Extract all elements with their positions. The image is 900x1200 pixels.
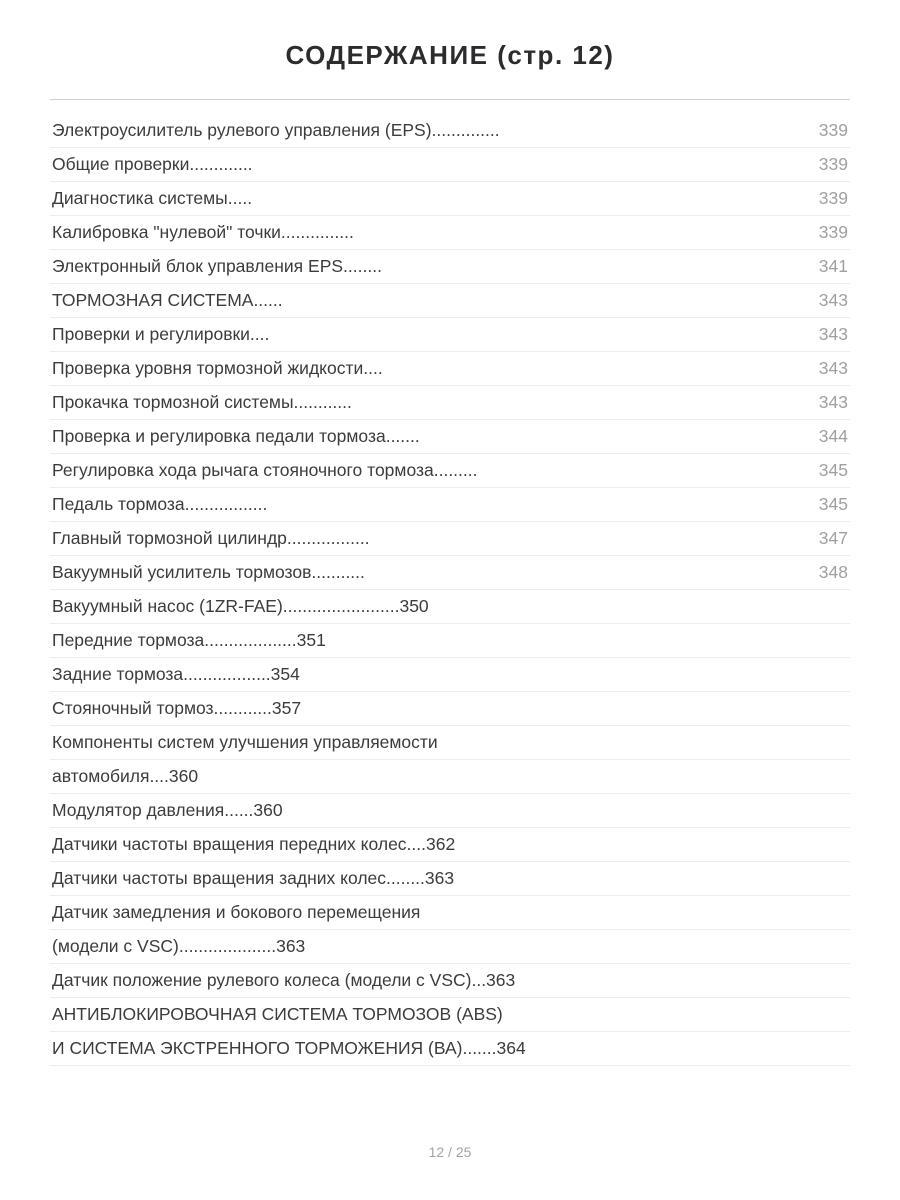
toc-entry-page: 345 (818, 494, 848, 514)
toc-entry-label: Проверки и регулировки.... (52, 325, 270, 344)
toc-row (50, 658, 850, 692)
page-title: СОДЕРЖАНИЕ (стр. 12) (285, 40, 615, 70)
toc-entry-page: 339 (818, 120, 848, 140)
toc-entry-page: 343 (818, 358, 848, 378)
toc-entry-label: Датчики частоты вращения задних колес........363 (52, 869, 455, 888)
toc-row (50, 1032, 850, 1066)
toc-entry-label: Модулятор давления......360 (52, 801, 283, 820)
toc-entry-label: Передние тормоза...................351 (52, 631, 326, 650)
toc-entry-label: Главный тормозной цилиндр................. (52, 529, 370, 548)
toc-row (50, 284, 850, 318)
toc-row (50, 624, 850, 658)
toc-entry-label: Датчик положение рулевого колеса (модели с VSC)...363 (52, 971, 516, 990)
toc-row (50, 488, 850, 522)
toc-row (50, 114, 850, 148)
toc-row (50, 420, 850, 454)
toc-entry-label: Датчик замедления и бокового перемещения (52, 903, 421, 922)
toc-row (50, 352, 850, 386)
toc-entry-label: Электронный блок управления EPS........ (52, 257, 382, 276)
toc-row (50, 896, 850, 930)
toc-row (50, 930, 850, 964)
toc-row (50, 862, 850, 896)
toc-row (50, 148, 850, 182)
toc-entry-page: 339 (818, 188, 848, 208)
toc-entry-label: Педаль тормоза................. (52, 495, 268, 514)
toc-entry-label: Проверка и регулировка педали тормоза....... (52, 427, 420, 446)
toc-list (50, 114, 850, 1066)
toc-entry-label: И СИСТЕМА ЭКСТРЕННОГО ТОРМОЖЕНИЯ (ВА).......364 (52, 1039, 526, 1058)
toc-row (50, 454, 850, 488)
toc-row (50, 726, 850, 760)
toc-entry-label: Электроусилитель рулевого управления (EPS).............. (52, 121, 500, 140)
toc-entry-page: 344 (818, 426, 848, 446)
toc-entry-page: 339 (818, 154, 848, 174)
toc-entry-page: 339 (818, 222, 848, 242)
toc-entry-label: Прокачка тормозной системы............ (52, 393, 352, 412)
toc-entry-page: 343 (818, 324, 848, 344)
toc-entry-page: 345 (818, 460, 848, 480)
toc-row (50, 590, 850, 624)
title-divider (50, 99, 850, 100)
toc-row (50, 998, 850, 1032)
toc-entry-page: 343 (818, 392, 848, 412)
toc-entry-label: Компоненты систем улучшения управляемости (52, 733, 438, 752)
toc-row (50, 692, 850, 726)
toc-entry-page: 347 (818, 528, 848, 548)
toc-row (50, 522, 850, 556)
toc-row (50, 794, 850, 828)
toc-row (50, 250, 850, 284)
toc-entry-label: (модели с VSC)....................363 (52, 937, 306, 956)
toc-row (50, 964, 850, 998)
toc-row (50, 828, 850, 862)
toc-entry-label: Общие проверки............. (52, 155, 253, 174)
toc-entry-label: Задние тормоза..................354 (52, 665, 300, 684)
toc-row (50, 216, 850, 250)
toc-entry-label: Проверка уровня тормозной жидкости.... (52, 359, 383, 378)
toc-row (50, 386, 850, 420)
toc-entry-page: 343 (818, 290, 848, 310)
toc-row (50, 760, 850, 794)
toc-entry-label: Диагностика системы..... (52, 189, 253, 208)
toc-row (50, 318, 850, 352)
toc-row (50, 182, 850, 216)
toc-entry-label: автомобиля....360 (52, 767, 199, 786)
toc-entry-label: ТОРМОЗНАЯ СИСТЕМА...... (52, 291, 283, 310)
toc-entry-page: 348 (818, 562, 848, 582)
toc-entry-label: Вакуумный насос (1ZR-FAE)........................350 (52, 597, 429, 616)
toc-entry-label: Датчики частоты вращения передних колес....362 (52, 835, 456, 854)
toc-entry-label: Вакуумный усилитель тормозов........... (52, 563, 365, 582)
toc-entry-label: Калибровка "нулевой" точки............... (52, 223, 354, 242)
toc-entry-label: АНТИБЛОКИРОВОЧНАЯ СИСТЕМА ТОРМОЗОВ (ABS) (52, 1005, 503, 1024)
toc-row (50, 556, 850, 590)
toc-entry-label: Стояночный тормоз............357 (52, 699, 302, 718)
page-number-indicator: 12 / 25 (428, 1144, 472, 1160)
toc-entry-page: 341 (818, 256, 848, 276)
toc-entry-label: Регулировка хода рычага стояночного тормоза......... (52, 461, 478, 480)
